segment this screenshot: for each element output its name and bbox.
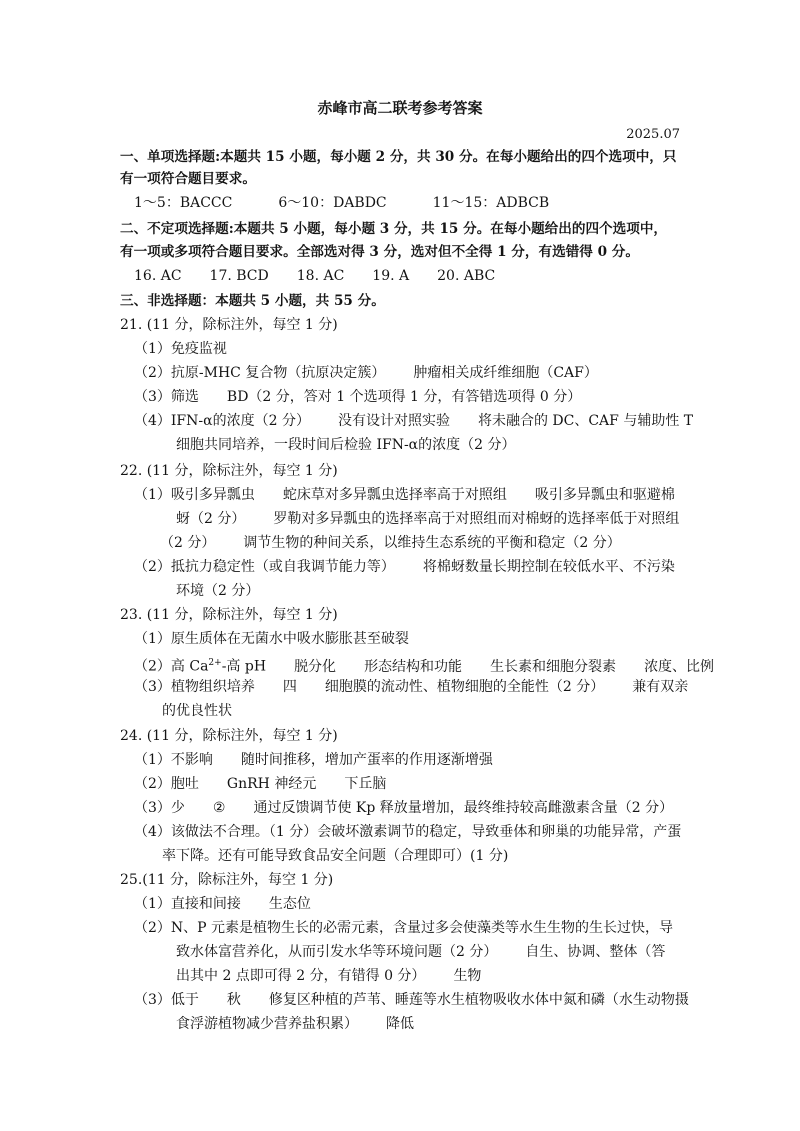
q25-heading: 25.(11 分，除标注外，每空 1 分) xyxy=(120,872,334,888)
answer-blank: （2）胞吐 xyxy=(134,776,199,792)
answer-blank: （1）不影响 xyxy=(134,752,213,768)
answer-group: 1～5：BACCC xyxy=(134,195,233,211)
q25-part2-line2 xyxy=(176,943,665,961)
answer-blank: 脱分化 xyxy=(294,658,337,675)
date-label: 2025.07 xyxy=(626,127,680,142)
q21-part3 xyxy=(134,388,581,406)
answer-blank: 细胞膜的流动性、植物细胞的全能性（2 分） xyxy=(324,679,605,695)
answer-blank: （2）抗原-MHC 复合物（抗原决定簇） xyxy=(134,365,386,381)
q21-part2 xyxy=(134,364,598,382)
answer-blank: （1）直接和间接 xyxy=(134,896,241,912)
q24-part3 xyxy=(134,799,673,817)
answer-blank: （3）植物组织培养 xyxy=(134,679,255,695)
answer-group: 11～15：ADBCB xyxy=(432,195,550,211)
q24-part4-line2: 率下降。还有可能导致食品安全问题（合理即可）(1 分) xyxy=(162,848,509,864)
answer-blank: 将未融合的 DC、CAF 与辅助性 T xyxy=(477,413,694,429)
answer-blank: 修复区种植的芦苇、睡莲等水生植物吸收水体中氮和磷（水生动物摄 xyxy=(268,992,689,1008)
answer-item: 17. BCD xyxy=(209,268,269,284)
section3-heading: 三、非选择题：本题共 5 小题，共 55 分。 xyxy=(120,293,385,309)
answer-blank: 生长素和细胞分裂素 xyxy=(490,658,617,675)
answer-blank: （2 分） xyxy=(160,535,216,551)
q23-heading: 23. (11 分，除标注外，每空 1 分) xyxy=(120,607,338,623)
ca-text: （2）高 Ca xyxy=(134,658,209,675)
answer-blank: 秋 xyxy=(226,992,241,1008)
q25-part1 xyxy=(134,895,311,913)
answer-blank: 自生、协调、整体（答 xyxy=(525,944,666,960)
q21-heading: 21. (11 分，除标注外，每空 1 分) xyxy=(120,317,338,333)
answer-blank: 兼有双亲 xyxy=(632,679,689,695)
ca-charge-superscript: 2+ xyxy=(208,658,222,668)
q23-part2 xyxy=(134,654,714,676)
answer-blank: 蛇床草对多异瓢虫选择率高于对照组 xyxy=(282,487,507,503)
q25-part3-line2 xyxy=(176,1015,414,1033)
q21-part1: （1）免疫监视 xyxy=(134,341,227,357)
q24-part4-line1: （4）该做法不合理。（1 分）会破坏激素调节的稳定，导致垂体和卵巢的功能异常，产蛋 xyxy=(134,824,682,840)
answer-item: 20. ABC xyxy=(437,268,496,284)
section1-answers xyxy=(134,194,549,212)
answer-blank: 浓度、比例 xyxy=(644,658,715,675)
section2-heading-line1: 二、不定项选择题:本题共 5 小题，每小题 3 分，共 15 分。在每小题给出的四个选项中， xyxy=(120,221,668,237)
q21-part4-line1 xyxy=(134,412,693,430)
answer-blank: 四 xyxy=(282,679,297,695)
answer-blank: ② xyxy=(212,800,226,816)
answer-blank: 出其中 2 点即可得 2 分，有错得 0 分） xyxy=(176,968,426,984)
page-title: 赤峰市高二联考参考答案 xyxy=(317,99,483,117)
q22-heading: 22. (11 分，除标注外，每空 1 分) xyxy=(120,463,338,479)
section2-answers xyxy=(134,267,495,285)
q23-part1: （1）原生质体在无菌水中吸水膨胀甚至破裂 xyxy=(134,631,409,647)
answer-item: 19. A xyxy=(372,268,410,284)
answer-blank: 致水体富营养化，从而引发水华等环境问题（2 分） xyxy=(176,944,498,960)
answer-blank: （3）低于 xyxy=(134,992,199,1008)
answer-blank: 随时间推移，增加产蛋率的作用逐渐增强 xyxy=(240,752,493,768)
answer-blank xyxy=(134,654,266,676)
q24-part2 xyxy=(134,775,386,793)
answer-item: 18. AC xyxy=(296,268,345,284)
answer-blank: 吸引多异瓢虫和驱避棉 xyxy=(534,487,675,503)
q23-part3-line2: 的优良性状 xyxy=(162,703,232,719)
answer-blank: 下丘脑 xyxy=(344,776,387,792)
q25-part3-line1 xyxy=(134,991,689,1009)
answer-blank: （2）抵抗力稳定性（或自我调节能力等） xyxy=(134,559,395,575)
q22-part1-line1 xyxy=(134,486,675,504)
q24-heading: 24. (11 分，除标注外，每空 1 分) xyxy=(120,728,338,744)
answer-group: 6～10：DABDC xyxy=(278,195,387,211)
section1-heading-line2: 有一项符合题目要求。 xyxy=(120,171,256,187)
answer-blank: 生物 xyxy=(453,968,482,984)
q25-part2-line1: （2）N、P 元素是植物生长的必需元素，含量过多会使藻类等水生生物的生长过快，导 xyxy=(134,920,674,936)
answer-blank: BD（2 分，答对 1 个选项得 1 分，有答错选项得 0 分） xyxy=(226,389,582,405)
q23-part3-line1 xyxy=(134,678,688,696)
answer-blank: 没有设计对照实验 xyxy=(337,413,450,429)
answer-blank: 罗勒对多异瓢虫的选择率高于对照组而对棉蚜的选择率低于对照组 xyxy=(273,511,680,527)
answer-blank: GnRH 神经元 xyxy=(226,776,317,792)
q21-part4-line2: 细胞共同培养，一段时间后检验 IFN-α的浓度（2 分） xyxy=(176,437,516,453)
answer-blank: （1）吸引多异瓢虫 xyxy=(134,487,255,503)
answer-blank: 肿瘤相关成纤维细胞（CAF） xyxy=(413,365,598,381)
q22-part2-line2: 环境（2 分） xyxy=(176,583,260,599)
answer-blank: （4）IFN-α的浓度（2 分） xyxy=(134,413,310,429)
q25-part2-line3 xyxy=(176,967,481,985)
q22-part1-line3 xyxy=(160,534,621,552)
q24-part1 xyxy=(134,751,493,769)
answer-blank: 调节生物的种间关系，以维持生态系统的平衡和稳定（2 分） xyxy=(243,535,621,551)
answer-blank: （3）少 xyxy=(134,800,185,816)
q22-part1-line2 xyxy=(176,510,679,528)
ph-text: -高 pH xyxy=(221,658,267,675)
section1-heading-line1: 一、单项选择题:本题共 15 小题，每小题 2 分，共 30 分。在每小题给出的四个选项中，只 xyxy=(120,149,677,165)
answer-blank: 将棉蚜数量长期控制在较低水平、不污染 xyxy=(422,559,675,575)
answer-blank: 蚜（2 分） xyxy=(176,511,246,527)
q22-part2-line1 xyxy=(134,558,675,576)
answer-blank: 通过反馈调节使 Kp 释放量增加，最终维持较高雌激素含量（2 分） xyxy=(253,800,674,816)
section2-heading-line2: 有一项或多项符合题目要求。全部选对得 3 分，选对但不全得 1 分，有选错得 0 分。 xyxy=(120,244,639,260)
answer-blank: 降低 xyxy=(386,1016,414,1032)
answer-blank: 食浮游植物减少营养盐积累） xyxy=(176,1016,358,1032)
answer-blank: 形态结构和功能 xyxy=(364,658,463,675)
answer-item: 16. AC xyxy=(134,268,182,284)
answer-blank: （3）筛选 xyxy=(134,389,199,405)
answer-blank: 生态位 xyxy=(268,896,311,912)
